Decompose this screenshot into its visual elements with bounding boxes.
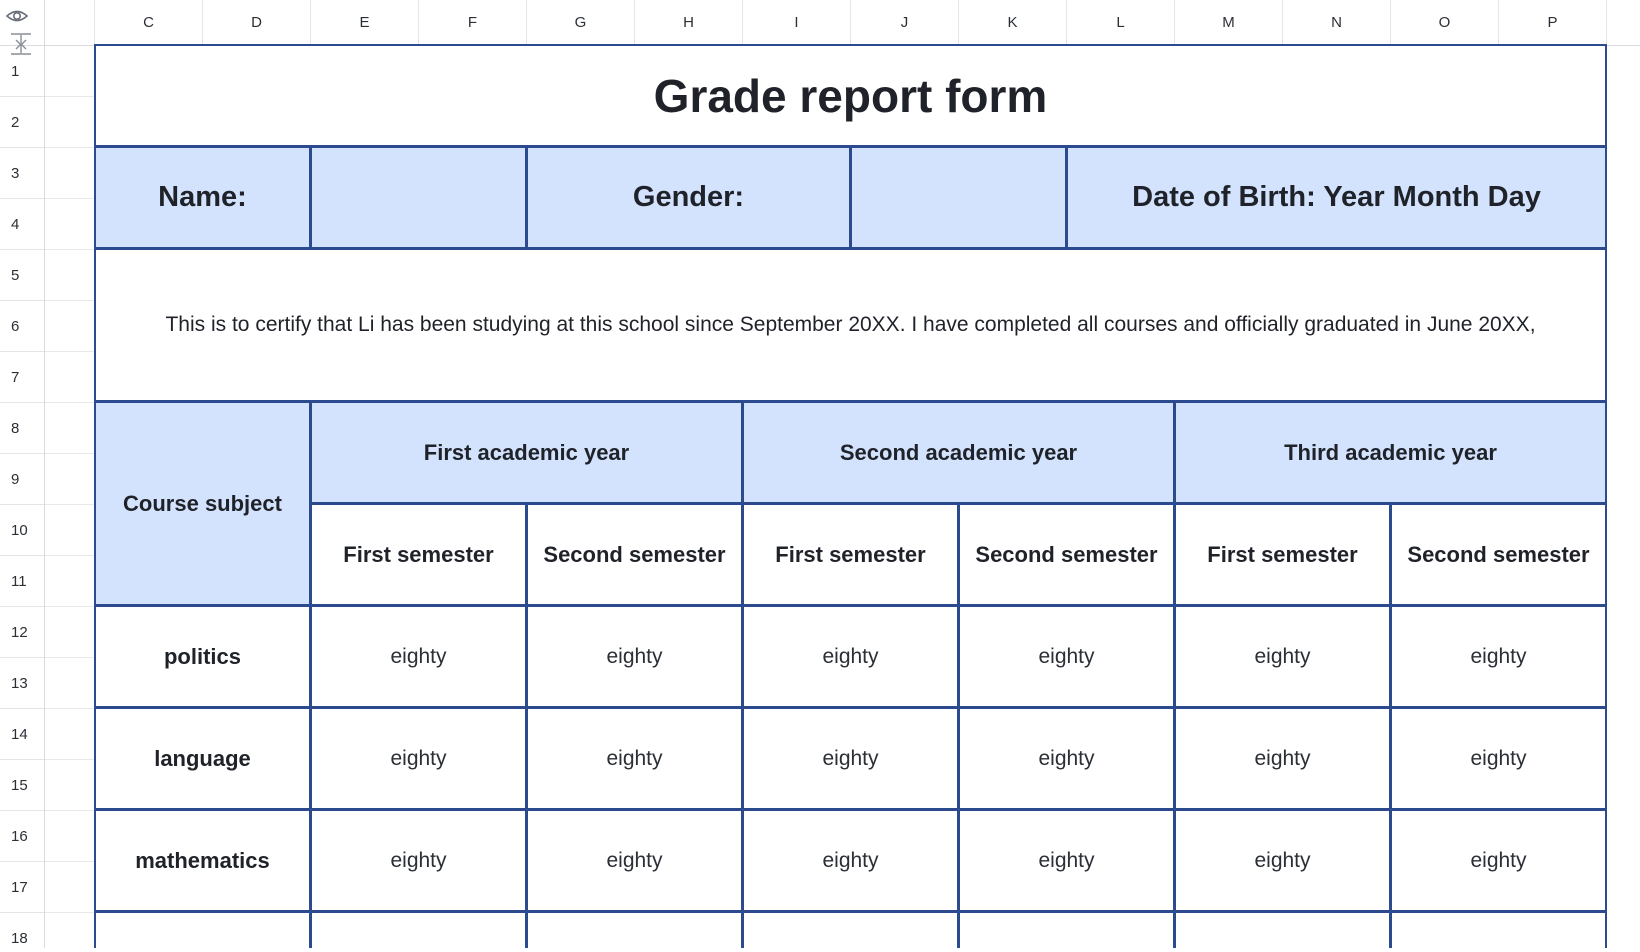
- row-header-6[interactable]: 6: [0, 301, 44, 352]
- row-header-1[interactable]: 1: [0, 46, 44, 97]
- score-cell[interactable]: eighty: [1390, 809, 1607, 912]
- grid-cell[interactable]: [45, 658, 95, 709]
- column-header-o[interactable]: O: [1391, 0, 1499, 45]
- score-cell[interactable]: eighty: [1174, 707, 1391, 810]
- score-cell[interactable]: eighty: [742, 605, 959, 708]
- subject-politics[interactable]: politics: [94, 605, 311, 708]
- name-label[interactable]: Name:: [94, 146, 311, 249]
- grid-cell[interactable]: [45, 862, 95, 913]
- grid-cell[interactable]: [45, 199, 95, 250]
- eye-icon[interactable]: [5, 7, 29, 25]
- grid-cell[interactable]: [45, 709, 95, 760]
- table-cell[interactable]: [1390, 911, 1607, 952]
- column-header-l[interactable]: L: [1067, 0, 1175, 45]
- column-header-d[interactable]: D: [203, 0, 311, 45]
- score-cell[interactable]: eighty: [526, 605, 743, 708]
- row-header-16[interactable]: 16: [0, 811, 44, 862]
- column-header-n[interactable]: N: [1283, 0, 1391, 45]
- date-of-birth-label[interactable]: Date of Birth: Year Month Day: [1066, 146, 1607, 249]
- column-header-i[interactable]: I: [743, 0, 851, 45]
- grid-cell[interactable]: [45, 97, 95, 148]
- score-cell[interactable]: eighty: [526, 809, 743, 912]
- column-header-h[interactable]: H: [635, 0, 743, 45]
- score-cell[interactable]: eighty: [742, 707, 959, 810]
- score-cell[interactable]: eighty: [310, 605, 527, 708]
- column-header-e[interactable]: E: [311, 0, 419, 45]
- column-header-q[interactable]: [1607, 0, 1640, 45]
- score-cell[interactable]: eighty: [958, 707, 1175, 810]
- semester-header[interactable]: Second semester: [526, 503, 743, 606]
- row-header-14[interactable]: 14: [0, 709, 44, 760]
- row-header-5[interactable]: 5: [0, 250, 44, 301]
- grid-cell[interactable]: [45, 505, 95, 556]
- grid-cell[interactable]: [45, 301, 95, 352]
- row-header-3[interactable]: 3: [0, 148, 44, 199]
- row-header-17[interactable]: 17: [0, 862, 44, 913]
- grid-cell[interactable]: [45, 454, 95, 505]
- column-header-m[interactable]: M: [1175, 0, 1283, 45]
- table-cell[interactable]: [958, 911, 1175, 952]
- grid-cell[interactable]: [45, 148, 95, 199]
- score-cell[interactable]: eighty: [958, 809, 1175, 912]
- table-cell[interactable]: [1174, 911, 1391, 952]
- score-cell[interactable]: eighty: [958, 605, 1175, 708]
- grid-cell[interactable]: [45, 403, 95, 454]
- column-header-j[interactable]: J: [851, 0, 959, 45]
- semester-header[interactable]: First semester: [1174, 503, 1391, 606]
- semester-header[interactable]: First semester: [310, 503, 527, 606]
- row-header-18[interactable]: 18: [0, 913, 44, 952]
- row-header-10[interactable]: 10: [0, 505, 44, 556]
- second-academic-year-header[interactable]: Second academic year: [742, 401, 1175, 504]
- semester-header[interactable]: Second semester: [958, 503, 1175, 606]
- course-subject-header[interactable]: Course subject: [94, 401, 311, 606]
- row-header-2[interactable]: 2: [0, 97, 44, 148]
- form-title[interactable]: Grade report form: [94, 44, 1607, 147]
- grid-cell[interactable]: [45, 352, 95, 403]
- grid-cell[interactable]: [45, 250, 95, 301]
- subject-language[interactable]: language: [94, 707, 311, 810]
- certificate-text[interactable]: This is to certify that Li has been studying at this school since September 20XX. I have completed all courses and officially graduated in June 20XX,: [94, 248, 1607, 402]
- row-header-15[interactable]: 15: [0, 760, 44, 811]
- gender-value-cell[interactable]: [850, 146, 1067, 249]
- table-cell[interactable]: [310, 911, 527, 952]
- grid-cell[interactable]: [45, 607, 95, 658]
- score-cell[interactable]: eighty: [1174, 605, 1391, 708]
- column-header-c[interactable]: C: [95, 0, 203, 45]
- grid-cell[interactable]: [45, 760, 95, 811]
- grid-cell[interactable]: [45, 46, 95, 97]
- column-header-k[interactable]: K: [959, 0, 1067, 45]
- score-cell[interactable]: eighty: [1390, 707, 1607, 810]
- column-header-bar: [0, 0, 1640, 45]
- grid-cell[interactable]: [45, 556, 95, 607]
- score-cell[interactable]: eighty: [1390, 605, 1607, 708]
- row-header-7[interactable]: 7: [0, 352, 44, 403]
- viewport-bottom-edge: [0, 948, 1640, 952]
- grid-cell[interactable]: [45, 811, 95, 862]
- column-header-g[interactable]: G: [527, 0, 635, 45]
- first-academic-year-header[interactable]: First academic year: [310, 401, 743, 504]
- score-cell[interactable]: eighty: [310, 809, 527, 912]
- row-header-4[interactable]: 4: [0, 199, 44, 250]
- subject-mathematics[interactable]: mathematics: [94, 809, 311, 912]
- score-cell[interactable]: eighty: [310, 707, 527, 810]
- table-cell[interactable]: [526, 911, 743, 952]
- column-header-b[interactable]: [45, 0, 95, 45]
- row-header-9[interactable]: 9: [0, 454, 44, 505]
- row-header-12[interactable]: 12: [0, 607, 44, 658]
- semester-header[interactable]: Second semester: [1390, 503, 1607, 606]
- third-academic-year-header[interactable]: Third academic year: [1174, 401, 1607, 504]
- score-cell[interactable]: eighty: [526, 707, 743, 810]
- table-cell[interactable]: [742, 911, 959, 952]
- column-header-f[interactable]: F: [419, 0, 527, 45]
- gender-label[interactable]: Gender:: [526, 146, 851, 249]
- row-header-13[interactable]: 13: [0, 658, 44, 709]
- row-header-8[interactable]: 8: [0, 403, 44, 454]
- table-cell[interactable]: [94, 911, 311, 952]
- score-cell[interactable]: eighty: [1174, 809, 1391, 912]
- name-value-cell[interactable]: [310, 146, 527, 249]
- row-header-11[interactable]: 11: [0, 556, 44, 607]
- score-cell[interactable]: eighty: [742, 809, 959, 912]
- column-header-p[interactable]: P: [1499, 0, 1607, 45]
- semester-header[interactable]: First semester: [742, 503, 959, 606]
